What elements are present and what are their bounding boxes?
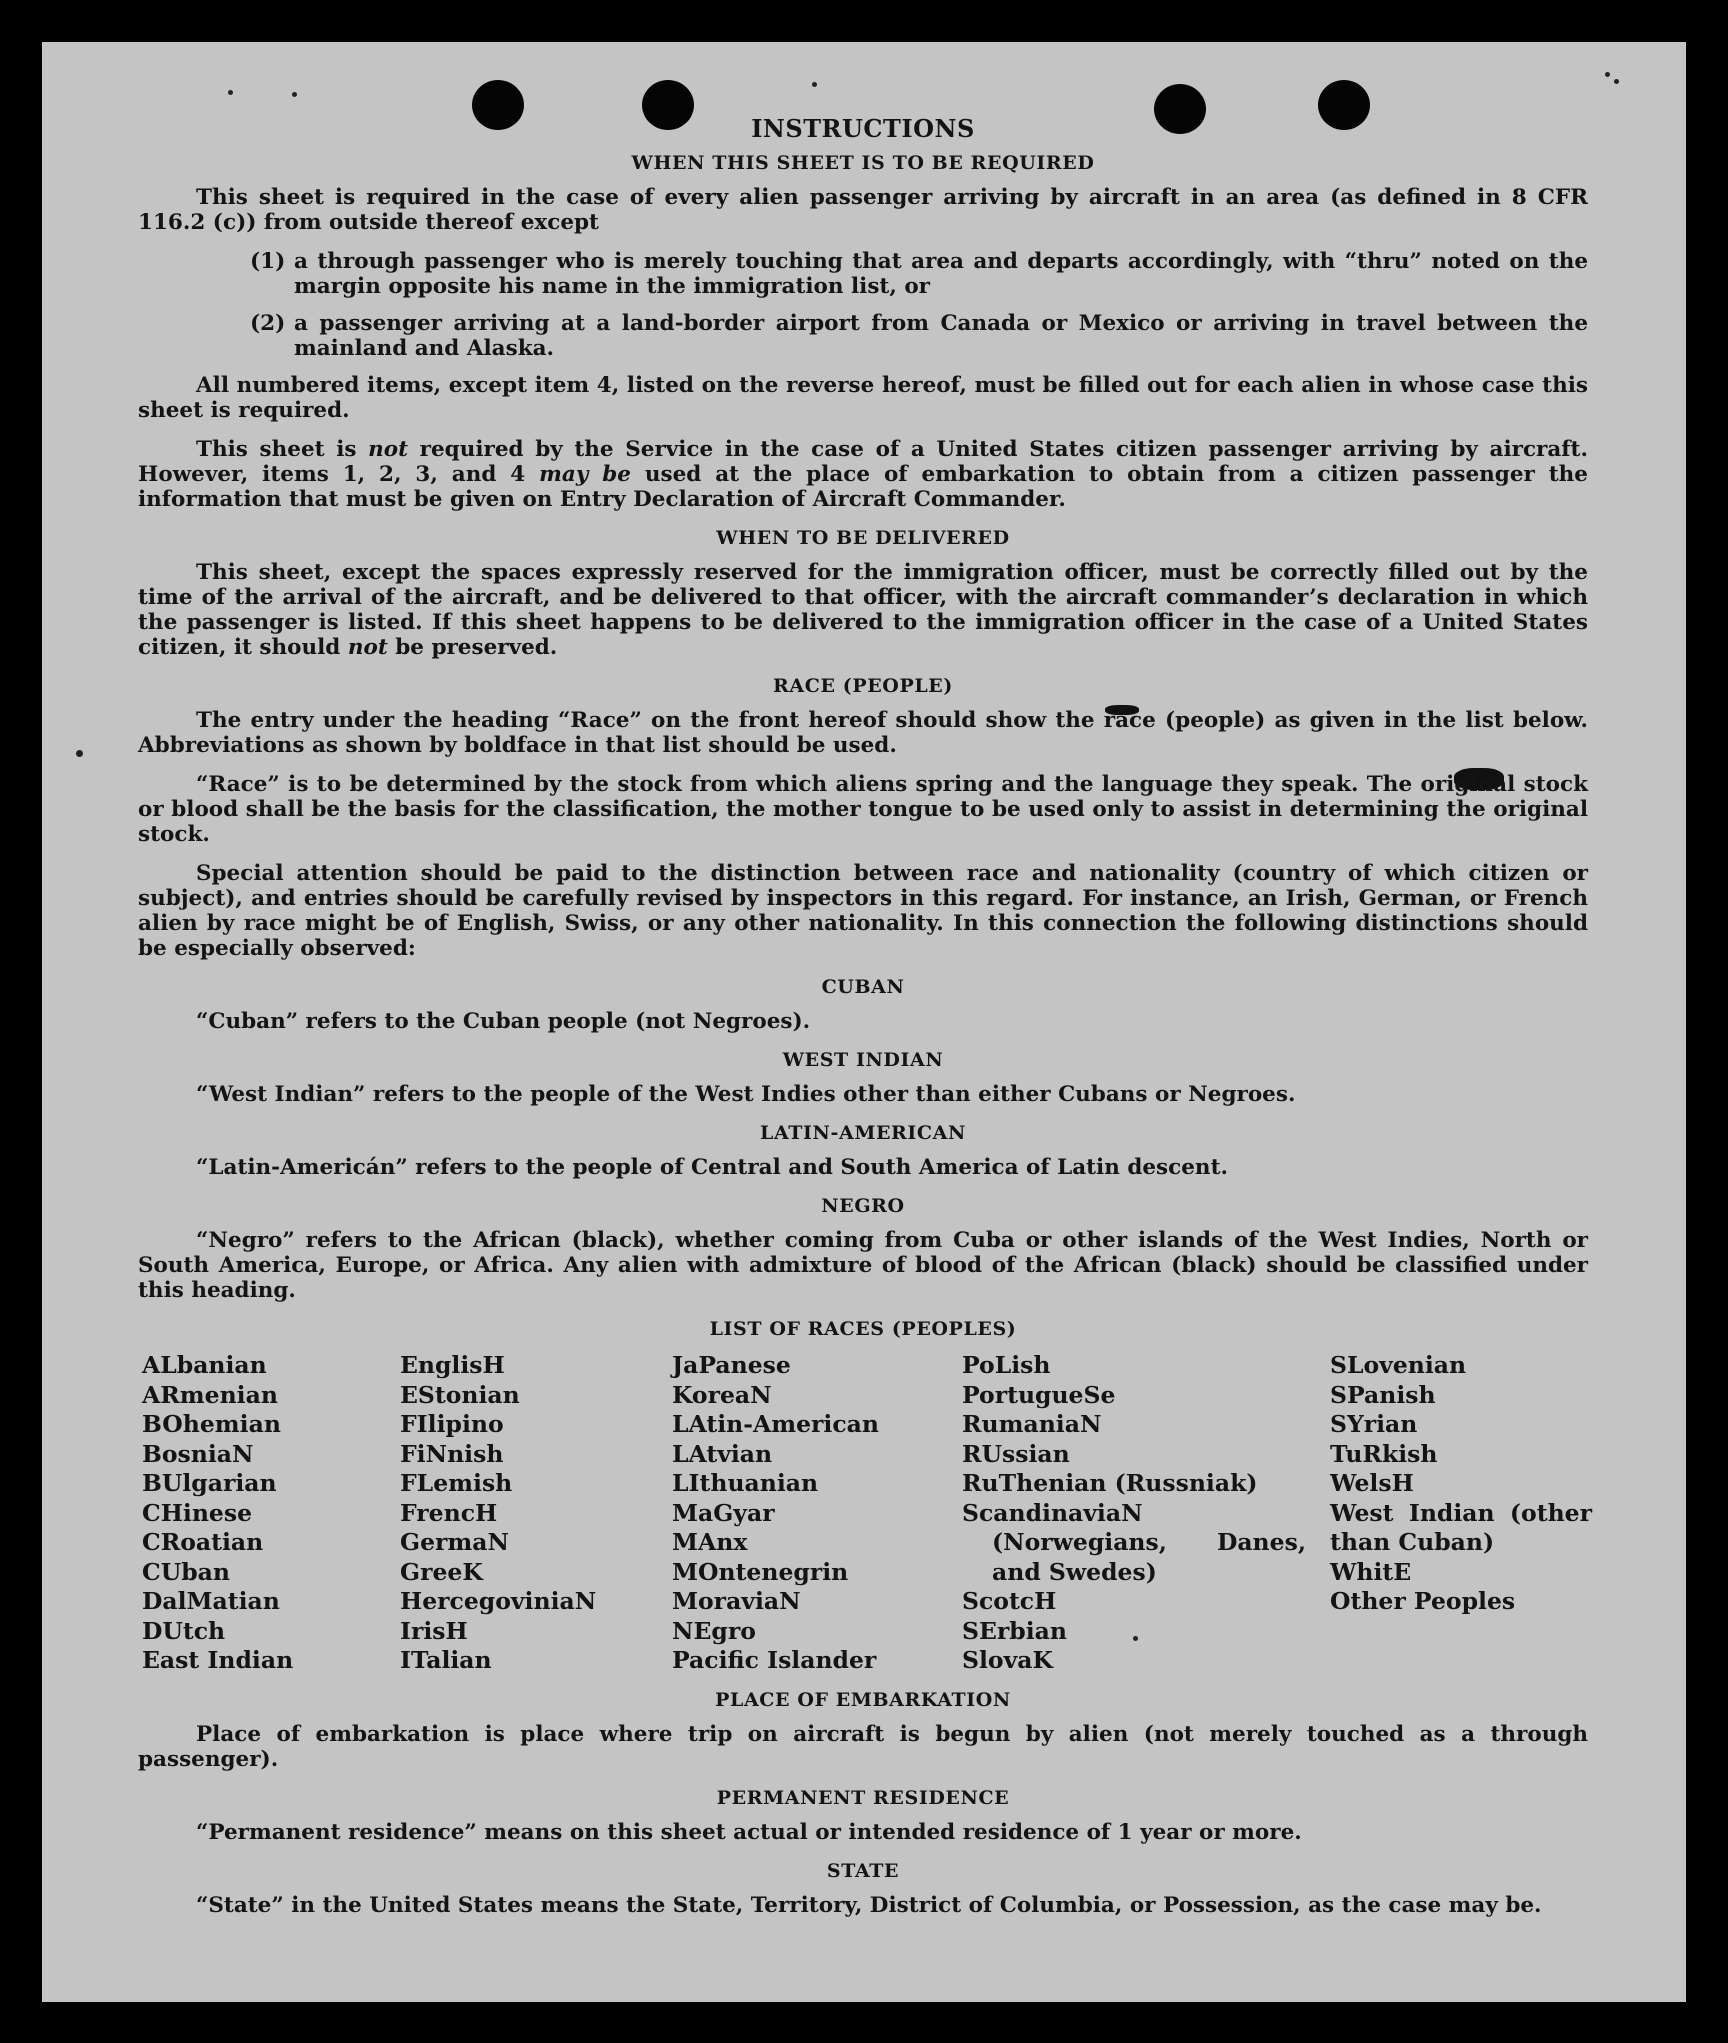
section-heading: NEGRO: [821, 1195, 905, 1217]
speck: [1605, 72, 1610, 77]
paragraph: [138, 437, 1588, 512]
speck: [292, 92, 297, 97]
race-item: ARmenian: [142, 1380, 278, 1409]
race-item: ScotcH: [962, 1587, 1057, 1615]
paragraph: This sheet is required in the case of every alien passenger arriving by aircraft in an area (as defined in 8 CFR 116.2 (c)) from outside thereof except: [138, 185, 1588, 235]
paragraph: Special attention should be paid to the distinction between race and nationality (country of which citizen or subject), and entries should be carefully revised by inspectors in this regard. For instance, an Irish, German, or French alien by race might be of English, Swiss, or any other nationality. In this connection the following distinctions should be especially observed:: [138, 861, 1588, 961]
race-item: RuThenian (Russniak): [962, 1469, 1258, 1497]
section-heading: LIST OF RACES (PEOPLES): [709, 1318, 1017, 1340]
emphasis: not: [347, 635, 388, 660]
section-heading: WEST INDIAN: [782, 1049, 944, 1071]
text-run: used at the place of embarkation to obtain from a citizen passenger the information that must be given on Entry Declaration of Aircraft Commander.: [138, 462, 1588, 512]
race-item: RUssian: [962, 1439, 1070, 1468]
list-item: [250, 311, 1588, 361]
race-item: WhitE: [1330, 1557, 1412, 1586]
speck: [1614, 79, 1619, 84]
race-item: CUban: [142, 1557, 230, 1586]
race-item: EStonian: [400, 1380, 520, 1409]
race-item: RumaniaN: [962, 1410, 1102, 1438]
race-item: PoLish: [962, 1351, 1051, 1379]
paragraph: “Negro” refers to the African (black), whether coming from Cuba or other islands of the West Indies, North or South America, Europe, or Africa. Any alien with admixture of blood of the African (black) should be classified under this heading.: [138, 1228, 1588, 1303]
race-item: CHinese: [142, 1498, 253, 1527]
race-item: ALbanian: [142, 1351, 267, 1379]
section-heading: WHEN TO BE DELIVERED: [716, 527, 1010, 549]
paragraph: “Race” is to be determined by the stock from which aliens spring and the language they speak. The original stock or blood shall be the basis for the classification, the mother tongue to be used only to assist in determining the original stock.: [138, 772, 1588, 847]
paragraph: Place of embarkation is place where trip on aircraft is begun by alien (not merely touched as a through passenger).: [138, 1721, 1588, 1772]
paragraph: “Cuban” refers to the Cuban people (not Negroes).: [196, 1009, 811, 1034]
race-item: East Indian: [142, 1646, 294, 1674]
race-item: SLovenian: [1330, 1351, 1467, 1379]
section-heading: LATIN-AMERICAN: [760, 1122, 966, 1144]
section-heading: RACE (PEOPLE): [773, 675, 953, 697]
race-item: FiNnish: [400, 1439, 504, 1468]
race-item: DalMatian: [142, 1587, 280, 1615]
race-item: GreeK: [400, 1557, 483, 1586]
paragraph: All numbered items, except item 4, listed on the reverse hereof, must be filled out for each alien in whose case this sheet is required.: [138, 373, 1588, 423]
race-item: BOhemian: [142, 1410, 281, 1438]
race-item: KoreaN: [672, 1380, 772, 1409]
emphasis: may be: [539, 462, 631, 487]
text-run: This sheet, except the spaces expressly reserved for the immigration officer, must be correctly filled out by the time of the arrival of the aircraft, and be delivered to that officer, with the aircraft commander’s declaration in which the passenger is listed. If this sheet happens to be delivered to the immigration officer in the case of a United States citizen, it should: [138, 560, 1588, 660]
race-item: LAtin-American: [672, 1410, 879, 1438]
race-item: PortugueSe: [962, 1380, 1116, 1409]
race-item: SErbian: [962, 1616, 1067, 1645]
race-item: SlovaK: [962, 1646, 1053, 1674]
races-list: [142, 1351, 1592, 1676]
race-item: LIthuanian: [672, 1469, 819, 1497]
paragraph: “Latin-Americán” refers to the people of Central and South America of Latin descent.: [196, 1155, 1228, 1180]
section-heading: PLACE OF EMBARKATION: [715, 1688, 1011, 1711]
emphasis: not: [368, 437, 409, 462]
races-column: [962, 1351, 1330, 1676]
race-item: FLemish: [400, 1469, 513, 1497]
paragraph: “State” in the United States means the State, Territory, District of Columbia, or Possession, as the case may be.: [196, 1892, 1542, 1918]
list-item: [250, 249, 1588, 299]
race-item: GermaN: [400, 1528, 509, 1556]
item-text: a passenger arriving at a land-border airport from Canada or Mexico or arriving in travel between the mainland and Alaska.: [294, 311, 1588, 361]
races-column: [142, 1351, 400, 1676]
item-number: (1): [250, 249, 286, 274]
section-heading: CUBAN: [821, 976, 905, 998]
text-run: This sheet is: [196, 437, 357, 462]
paragraph: [138, 560, 1588, 660]
race-item: ScandinaviaN (Norwegians, Danes, and Swedes): [962, 1498, 1306, 1586]
speck: [228, 90, 233, 95]
race-item: West Indian (other than Cuban): [1330, 1498, 1592, 1556]
race-item: DUtch: [142, 1616, 226, 1645]
document-sheet: [42, 42, 1686, 2002]
item-number: (2): [250, 311, 286, 336]
text-run: required by the Service in the case of a United States citizen passenger arriving by aircraft. However, items 1, 2, 3, and 4: [138, 437, 1588, 487]
race-item: SYrian: [1330, 1410, 1418, 1438]
race-item: EnglisH: [400, 1351, 505, 1379]
race-item: BUlgarian: [142, 1469, 277, 1497]
race-item: FIlipino: [400, 1410, 504, 1438]
section-heading: PERMANENT RESIDENCE: [716, 1786, 1010, 1809]
item-text: a through passenger who is merely touching that area and departs accordingly, with “thru” noted on the margin opposite his name in the immigration list, or: [294, 249, 1588, 299]
race-item: MaGyar: [672, 1498, 775, 1527]
races-column: [400, 1351, 672, 1676]
section-heading: WHEN THIS SHEET IS TO BE REQUIRED: [631, 152, 1095, 174]
instructions-content: [138, 114, 1592, 1932]
race-item: MOntenegrin: [672, 1557, 849, 1586]
races-column: [1330, 1351, 1592, 1676]
paragraph: The entry under the heading “Race” on the front hereof should show the race (people) as given in the list below. Abbreviations as shown by boldface in that list should be used.: [138, 708, 1588, 758]
race-item: TuRkish: [1330, 1439, 1438, 1468]
speck: [76, 750, 83, 757]
race-item: CRoatian: [142, 1528, 264, 1556]
race-item: Other Peoples: [1330, 1587, 1516, 1615]
race-item: MAnx: [672, 1528, 748, 1556]
text-run: be preserved.: [395, 635, 558, 660]
race-item: NEgro: [672, 1616, 756, 1645]
race-item: IrisH: [400, 1616, 468, 1645]
race-item: HercegoviniaN: [400, 1587, 597, 1615]
paragraph: “West Indian” refers to the people of the West Indies other than either Cubans or Negroes.: [196, 1082, 1296, 1107]
section-heading: STATE: [826, 1859, 900, 1882]
race-item: MoraviaN: [672, 1587, 801, 1615]
race-item: JaPanese: [672, 1351, 791, 1379]
race-item: WelsH: [1330, 1469, 1414, 1497]
paragraph: “Permanent residence” means on this sheet actual or intended residence of 1 year or more.: [196, 1819, 1302, 1845]
race-item: LAtvian: [672, 1439, 773, 1468]
races-column: [672, 1351, 962, 1676]
speck: [812, 82, 817, 87]
race-item: Pacific Islander: [672, 1646, 877, 1674]
race-item: FrencH: [400, 1498, 498, 1527]
race-item: BosniaN: [142, 1439, 254, 1468]
race-item: SPanish: [1330, 1380, 1436, 1409]
race-item: ITalian: [400, 1646, 492, 1674]
page-title: INSTRUCTIONS: [751, 114, 975, 143]
